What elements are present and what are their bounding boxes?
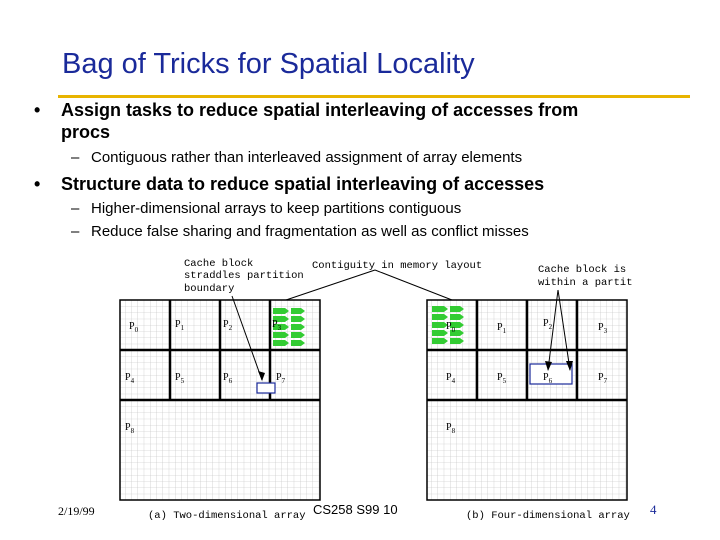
proc-label-a: $P_5$ [175,372,185,385]
proc-label-a: $P_3$ [272,319,282,332]
proc-label-a: $P_1$ [175,319,185,332]
proc-label-a: $P_4$ [125,372,135,385]
proc-label-b: $P_0$ [446,321,456,334]
proc-label-a: $P_6$ [223,372,233,385]
dash-marker: – [71,149,80,166]
footer-page-number: 4 [650,502,657,517]
proc-label-b: $P_3$ [598,322,608,335]
annotation-contiguity: Contiguity in memory layout [312,260,483,272]
annotation-within-2: within a partit [538,277,633,289]
bullet-2-sub-1: Higher-dimensional arrays to keep partitions contiguous [91,200,462,217]
bullet-1-sub-1: Contiguous rather than interleaved assignment of array elements [91,149,523,166]
four-dimensional-array-grid [427,300,627,500]
bullet-marker: • [34,174,41,194]
slide-title: Bag of Tricks for Spatial Locality [62,48,475,80]
proc-label-b: $P_1$ [497,322,507,335]
proc-label-b: $P_5$ [497,372,507,385]
pointer-contiguity-right [375,270,452,300]
pointer-contiguity-left [286,270,375,300]
proc-label-b: $P_8$ [446,422,456,435]
straddling-cache-block [257,383,275,393]
two-dimensional-array-grid [120,300,320,500]
annotation-straddles-3: boundary [184,283,235,295]
proc-label-a: $P_2$ [223,319,233,332]
dash-marker: – [71,223,80,240]
annotation-straddles-2: straddles partition [184,270,304,282]
proc-label-a: $P_8$ [125,422,135,435]
proc-label-a: $P_7$ [276,372,286,385]
proc-label-a: $P_0$ [129,321,139,334]
proc-label-b: $P_7$ [598,372,608,385]
footer-course: CS258 S99 10 [313,502,398,517]
bullet-1-line1: Assign tasks to reduce spatial interleaving of accesses from [61,100,579,120]
caption-b: (b) Four-dimensional array [466,510,630,522]
bullet-1-line2: procs [61,122,111,142]
bullet-2-line1: Structure data to reduce spatial interleaving of accesses [61,174,545,194]
bullet-marker: • [34,100,41,120]
proc-label-b: $P_2$ [543,318,553,331]
proc-label-b: $P_6$ [543,372,553,385]
bullet-2-sub-2: Reduce false sharing and fragmentation as well as conflict misses [91,223,529,240]
footer-date: 2/19/99 [58,504,95,518]
dash-marker: – [71,200,80,217]
annotation-straddles-1: Cache block [184,258,254,270]
proc-label-b: $P_4$ [446,372,456,385]
annotation-within-1: Cache block is [538,264,627,276]
caption-a: (a) Two-dimensional array [148,510,306,522]
